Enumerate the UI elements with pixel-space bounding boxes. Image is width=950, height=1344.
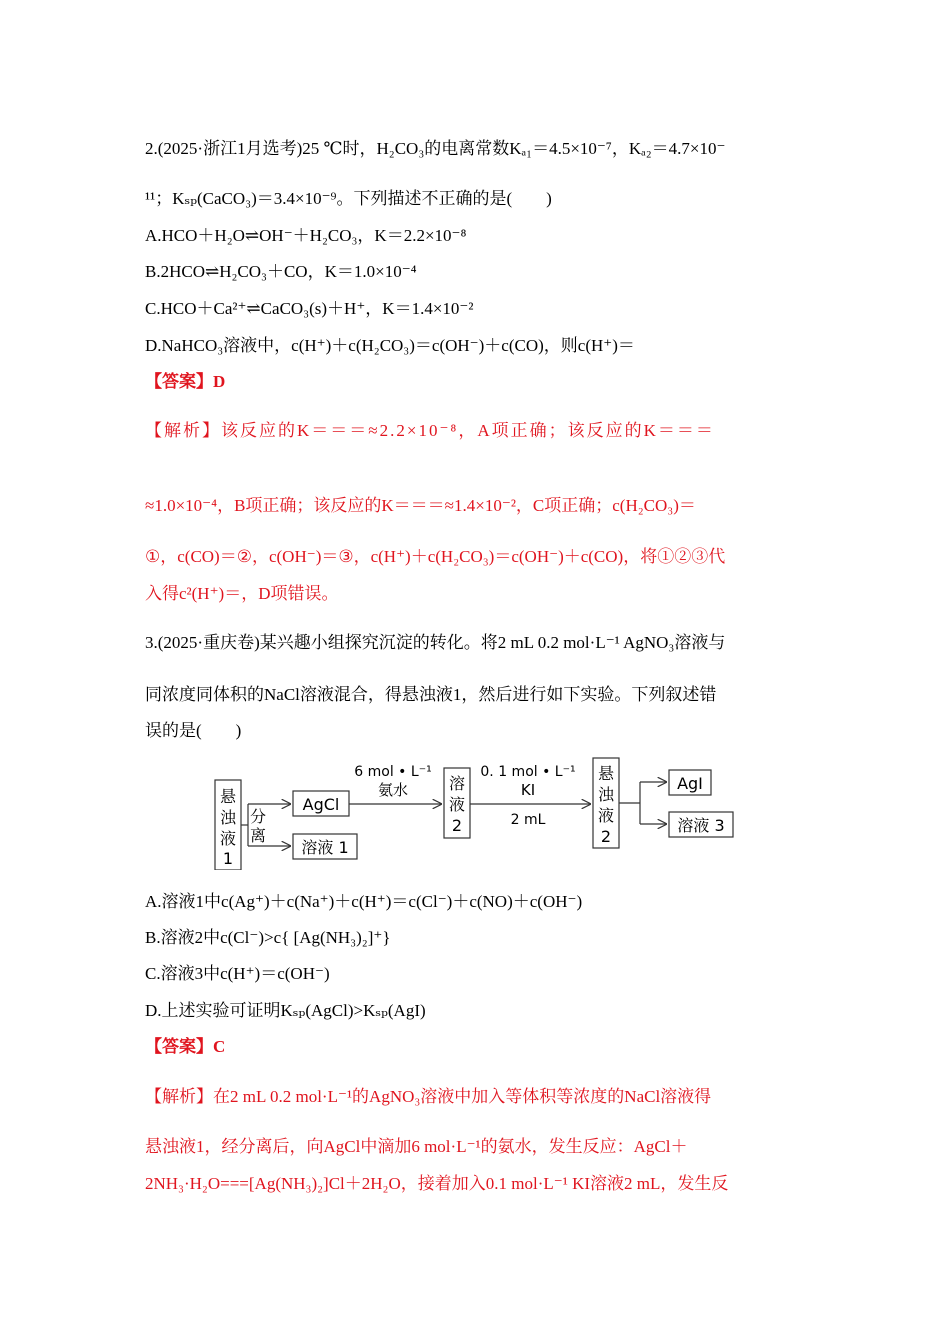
ammonia-concentration: 6 mol • L⁻¹ [354, 764, 432, 780]
q2-explanation-line3: ①，c(CO)＝②，c(OH⁻)＝③，c(H⁺)＋c(H₂CO₃)＝c(OH⁻)＋c(CO)，将①②③代 [145, 547, 726, 566]
ki-volume: 2 mL [510, 812, 546, 828]
q2-option-a: A.HCO＋H₂O⇌OH⁻＋H₂CO₃，K＝2.2×10⁻⁸ [145, 226, 467, 245]
suspension-1-char-2: 浊 [219, 808, 237, 827]
q3-explanation-line2: 悬浊液1，经分离后，向AgCl中滴加6 mol·L⁻¹的氨水，发生反应：AgCl＋ [145, 1137, 688, 1156]
q2-option-b: B.2HCO⇌H₂CO₃＋CO，K＝1.0×10⁻⁴ [145, 262, 417, 281]
suspension-1-char-4: 1 [222, 849, 234, 868]
suspension-2-char-1: 悬 [597, 764, 615, 783]
solution-1-label: 溶液 1 [301, 838, 349, 857]
solution-2-char-2: 液 [448, 795, 466, 814]
q2-option-c: C.HCO＋Ca²⁺⇌CaCO₃(s)＋H⁺，K＝1.4×10⁻² [145, 299, 474, 318]
agcl-label: AgCl [302, 795, 340, 814]
q3-option-b: B.溶液2中c(Cl⁻)>c{ [Ag(NH₃)₂]⁺} [145, 928, 391, 947]
q2-explanation-line1: 【解析】该反应的K＝＝＝≈2.2×10⁻⁸，A项正确；该反应的K＝＝＝ [145, 421, 715, 440]
suspension-2-char-2: 浊 [597, 785, 615, 804]
separation-label-2: 离 [249, 826, 267, 845]
suspension-1-char-1: 悬 [219, 787, 237, 806]
suspension-1-char-3: 液 [219, 829, 237, 848]
q3-stem-line1: 3.(2025·重庆卷)某兴趣小组探究沉淀的转化。将2 mL 0.2 mol·L⁻¹ AgNO₃溶液与 [145, 633, 726, 652]
q3-option-c: C.溶液3中c(H⁺)＝c(OH⁻) [145, 964, 330, 983]
experiment-flow-diagram [210, 752, 750, 870]
q3-answer: 【答案】C [145, 1037, 226, 1056]
q2-answer: 【答案】D [145, 372, 226, 391]
ammonia-label: 氨水 [377, 781, 409, 799]
q2-stem-line1: 2.(2025·浙江1月选考)25 ℃时，H₂CO₃的电离常数Kₐ₁＝4.5×10⁻⁷，Kₐ₂＝4.7×10⁻ [145, 139, 726, 158]
q3-option-a: A.溶液1中c(Ag⁺)＋c(Na⁺)＋c(H⁺)＝c(Cl⁻)＋c(NO)＋c(OH⁻) [145, 892, 583, 911]
q2-stem-line2: ¹¹；Kₛₚ(CaCO₃)＝3.4×10⁻⁹。下列描述不正确的是( ) [145, 189, 552, 208]
agi-label: AgI [677, 774, 703, 793]
q2-option-d: D.NaHCO₃溶液中，c(H⁺)＋c(H₂CO₃)＝c(OH⁻)＋c(CO)，则c(H⁺)＝ [145, 336, 635, 355]
q2-explanation-line4: 入得c²(H⁺)＝，D项错误。 [145, 584, 339, 603]
q3-option-d: D.上述实验可证明Kₛₚ(AgCl)>Kₛₚ(AgI) [145, 1001, 426, 1020]
suspension-2-char-4: 2 [600, 827, 612, 846]
ki-concentration: 0. 1 mol • L⁻¹ [480, 764, 576, 780]
solution-2-char-1: 溶 [448, 774, 466, 793]
q3-stem-line2: 同浓度同体积的NaCl溶液混合，得悬浊液1，然后进行如下实验。下列叙述错 [145, 685, 717, 704]
separation-label-1: 分 [249, 807, 267, 826]
ki-label: KI [520, 781, 536, 799]
suspension-2-char-3: 液 [597, 806, 615, 825]
q3-explanation-line3: 2NH₃·H₂O===[Ag(NH₃)₂]Cl＋2H₂O，接着加入0.1 mol·L⁻¹ KI溶液2 mL，发生反 [145, 1174, 729, 1193]
q3-explanation-line1: 【解析】在2 mL 0.2 mol·L⁻¹的AgNO₃溶液中加入等体积等浓度的NaCl溶液得 [145, 1087, 712, 1106]
q3-stem-line3: 误的是( ) [145, 721, 242, 740]
solution-3-label: 溶液 3 [677, 816, 725, 835]
solution-2-char-3: 2 [451, 816, 463, 835]
q2-explanation-line2: ≈1.0×10⁻⁴，B项正确；该反应的K＝＝＝≈1.4×10⁻²，C项正确；c(H₂CO₃)＝ [145, 496, 696, 515]
